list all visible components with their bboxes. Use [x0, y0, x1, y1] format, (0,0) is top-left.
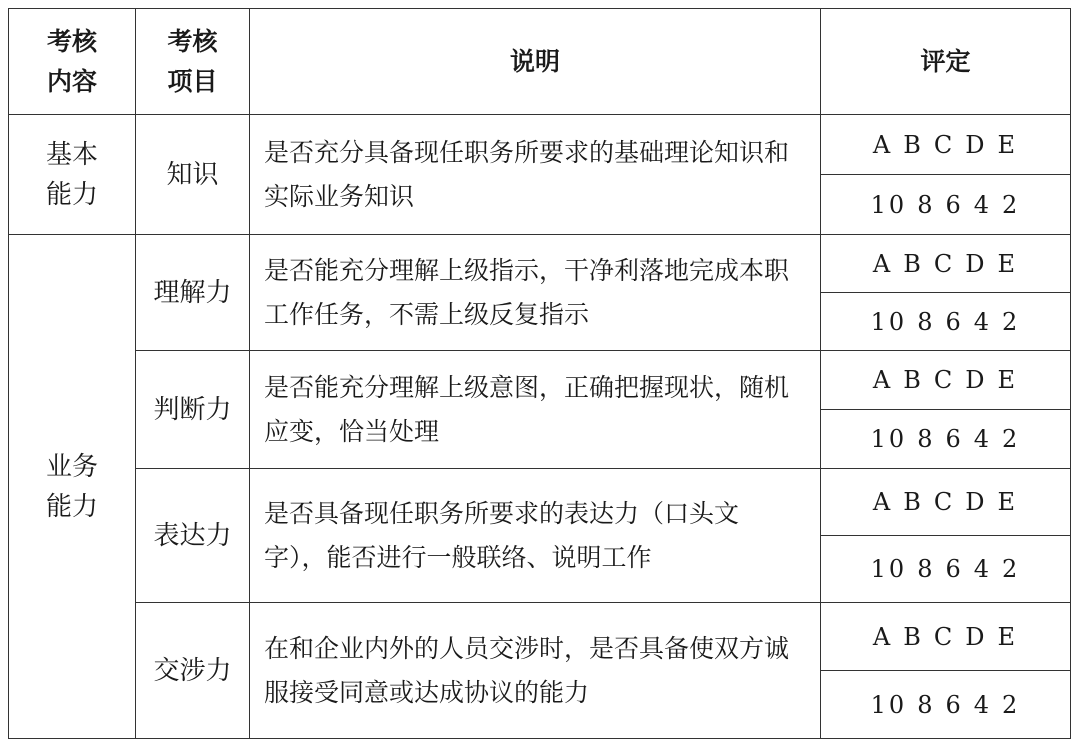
grade-point-10: 10: [870, 307, 908, 336]
grade-points: [821, 293, 1071, 351]
item-negotiation: 交涉力: [136, 603, 250, 739]
grade-letter-d: D: [965, 488, 988, 516]
grade-point-6: 6: [945, 190, 964, 219]
grade-letters: [821, 469, 1071, 536]
grade-point-6: 6: [945, 307, 964, 336]
grade-point-4: 4: [973, 555, 993, 583]
grade-points: [821, 410, 1071, 469]
grade-letters: [821, 603, 1071, 671]
desc-knowledge: 是否充分具备现任职务所要求的基础理论知识和实际业务知识: [250, 115, 821, 235]
grade-letter-a: A: [872, 130, 894, 159]
grade-point-6: 6: [945, 425, 964, 453]
grade-letter-d: D: [965, 249, 988, 278]
desc-judgment: 是否能充分理解上级意图，正确把握现状，随机应变，恰当处理: [250, 351, 821, 469]
grade-letter-e: E: [997, 622, 1019, 651]
grade-letters: [821, 115, 1071, 175]
grade-letter-e: E: [997, 130, 1019, 159]
header-rating: 评定: [821, 9, 1071, 115]
header-content-line1: 考核: [46, 26, 97, 56]
grade-point-2: 2: [1002, 690, 1021, 719]
grade-letter-d: D: [965, 366, 988, 394]
grade-letter-c: C: [933, 622, 956, 651]
grade-points: [821, 536, 1071, 603]
evaluation-table: [8, 8, 1071, 739]
grade-point-8: 8: [917, 307, 936, 336]
grade-point-8: 8: [917, 690, 936, 719]
grade-letter-a: A: [872, 249, 894, 278]
item-judgment: 判断力: [136, 351, 250, 469]
grade-points: [821, 671, 1071, 739]
grade-letter-b: B: [903, 366, 924, 394]
grade-point-4: 4: [973, 425, 993, 453]
grade-point-2: 2: [1002, 190, 1021, 219]
grade-letter-e: E: [997, 366, 1019, 394]
grade-letters: [821, 235, 1071, 293]
grade-point-6: 6: [945, 555, 964, 583]
grade-point-4: 4: [973, 307, 993, 336]
header-item: [136, 9, 250, 115]
grade-letter-b: B: [903, 249, 924, 278]
grade-point-8: 8: [917, 425, 936, 453]
header-item-line1: 考核: [167, 26, 218, 56]
grade-point-4: 4: [973, 190, 993, 219]
grade-point-10: 10: [870, 555, 908, 583]
grade-point-2: 2: [1002, 307, 1021, 336]
grade-letter-b: B: [903, 622, 924, 651]
header-item-line2: 项目: [167, 66, 218, 96]
grade-point-6: 6: [945, 690, 964, 719]
category-business-line1: 业务: [45, 451, 98, 482]
desc-comprehension: 是否能充分理解上级指示，干净利落地完成本职工作任务，不需上级反复指示: [250, 235, 821, 351]
grade-letter-c: C: [933, 366, 956, 394]
category-basic: [9, 115, 136, 235]
grade-letter-d: D: [965, 622, 988, 651]
grade-letter-b: B: [903, 130, 924, 159]
grade-point-2: 2: [1002, 555, 1021, 583]
item-comprehension: 理解力: [136, 235, 250, 351]
category-basic-line2: 能力: [45, 179, 98, 210]
grade-points: [821, 175, 1071, 235]
category-business-line2: 能力: [45, 491, 98, 522]
grade-point-8: 8: [917, 555, 936, 583]
header-content: [9, 9, 136, 115]
desc-expression: 是否具备现任职务所要求的表达力（口头文字），能否进行一般联络、说明工作: [250, 469, 821, 603]
grade-letter-a: A: [872, 622, 894, 651]
grade-letter-a: A: [872, 488, 894, 516]
grade-point-10: 10: [870, 190, 908, 219]
grade-letter-e: E: [997, 488, 1019, 516]
grade-letter-e: E: [997, 249, 1019, 278]
grade-letter-d: D: [965, 130, 988, 159]
category-basic-line1: 基本: [45, 139, 98, 170]
grade-letter-c: C: [933, 130, 956, 159]
grade-letter-a: A: [872, 366, 894, 394]
grade-letter-c: C: [933, 249, 956, 278]
grade-point-10: 10: [870, 425, 908, 453]
category-business: [9, 235, 136, 739]
item-knowledge: 知识: [136, 115, 250, 235]
header-content-line2: 内容: [46, 66, 97, 96]
item-expression: 表达力: [136, 469, 250, 603]
grade-letter-c: C: [933, 488, 956, 516]
grade-point-8: 8: [917, 190, 936, 219]
grade-point-4: 4: [973, 690, 993, 719]
grade-letter-b: B: [903, 488, 924, 516]
desc-negotiation: 在和企业内外的人员交涉时，是否具备使双方诚服接受同意或达成协议的能力: [250, 603, 821, 739]
grade-point-10: 10: [870, 690, 908, 719]
header-description: 说明: [250, 9, 821, 115]
grade-point-2: 2: [1002, 425, 1021, 453]
grade-letters: [821, 351, 1071, 410]
